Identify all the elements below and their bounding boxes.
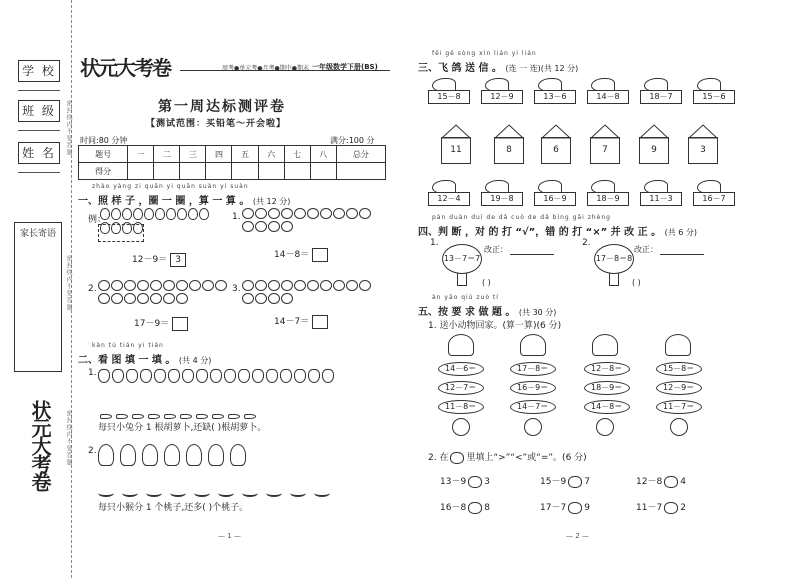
q3-label: 3. xyxy=(232,284,241,294)
score-table xyxy=(78,145,386,180)
peach-icon xyxy=(111,293,123,304)
peach-icon xyxy=(290,489,306,497)
s5-q2-title xyxy=(428,450,587,464)
apple-icon xyxy=(268,208,280,219)
score-input-cell[interactable] xyxy=(310,163,336,180)
peach-icon xyxy=(124,293,136,304)
pigeon-label: 15－6 xyxy=(693,90,735,104)
s5-q2-suffix: 里填上“>”“<”或“=”。(6 分) xyxy=(466,453,587,463)
apple-icon xyxy=(346,280,358,291)
class-line xyxy=(18,130,60,131)
peach-icon xyxy=(124,280,136,291)
carrot-icon xyxy=(132,414,144,419)
section4-title xyxy=(418,223,697,238)
section1-points: (共 12 分) xyxy=(252,197,291,206)
name-label: 姓 名 xyxy=(18,142,60,164)
hut-icon xyxy=(520,334,546,356)
equation-oval[interactable]: 12－9＝ xyxy=(656,381,702,395)
pear-icon xyxy=(111,208,121,220)
compare-flower-blank[interactable] xyxy=(468,476,482,488)
house[interactable] xyxy=(541,124,571,164)
s2-q2-text: 每只小猴分 1 个桃子,还多( )个桃子。 xyxy=(98,503,249,513)
squirrel-icon xyxy=(670,418,688,436)
peach-icon xyxy=(98,280,110,291)
compare-item xyxy=(440,500,490,514)
pigeon-card[interactable] xyxy=(693,180,735,208)
apple-icon xyxy=(255,208,267,219)
pigeon-label: 16－9 xyxy=(534,192,576,206)
equation-oval[interactable]: 18－9＝ xyxy=(584,381,630,395)
pigeon-card[interactable] xyxy=(587,78,629,106)
q3-equation-text: 14－7＝ xyxy=(274,317,310,327)
hut-icon xyxy=(448,334,474,356)
exam-title: 第一周达标测评卷 xyxy=(158,99,286,115)
s4-q1-correct-label: 改正： xyxy=(484,245,508,254)
equation-oval[interactable]: 14－8＝ xyxy=(584,400,630,414)
pigeon-label: 13－6 xyxy=(534,90,576,104)
compare-item xyxy=(540,500,590,514)
s4-q1-correct-line[interactable] xyxy=(510,254,554,255)
peach-icon xyxy=(314,489,330,497)
pigeon-card[interactable] xyxy=(640,78,682,106)
apple-icon xyxy=(294,208,306,219)
example-answer-box: 3 xyxy=(170,253,186,267)
pigeon-card[interactable] xyxy=(534,78,576,106)
parent-comment-label: 家长寄语 xyxy=(19,229,56,239)
q2-equation-text: 17－9＝ xyxy=(134,319,170,329)
brand-logo: 状元大考卷 xyxy=(80,56,170,80)
equation-oval[interactable]: 11－7＝ xyxy=(656,400,702,414)
apple-icon xyxy=(281,208,293,219)
page-number-right: — 2 — xyxy=(566,532,589,540)
carrot-icon xyxy=(148,414,160,419)
section4-points: (共 6 分) xyxy=(664,228,698,237)
apple-icon xyxy=(242,221,254,232)
peach-icon xyxy=(146,489,162,497)
score-table-header-row xyxy=(79,146,386,163)
peach-icon xyxy=(194,489,210,497)
apple-icon xyxy=(255,280,267,291)
equation-oval[interactable]: 11－8＝ xyxy=(438,400,484,414)
pigeon-card[interactable] xyxy=(481,180,523,208)
score-cell: 四 xyxy=(206,146,232,163)
section1-title xyxy=(78,192,290,207)
peach-icon xyxy=(98,293,110,304)
flower-icon xyxy=(450,452,464,464)
section2-title xyxy=(78,351,211,366)
exam-full-score: 满分:100 分 xyxy=(330,136,375,145)
house-number: 8 xyxy=(494,137,524,164)
apple-icon xyxy=(281,293,293,304)
q3-answer-box[interactable] xyxy=(312,315,328,329)
pear-icon xyxy=(155,208,165,220)
score-cell: 五 xyxy=(232,146,258,163)
compare-right: 4 xyxy=(680,477,686,487)
section1-pinyin: zhào yàng zi quān yi quān suàn yi suàn xyxy=(92,183,249,190)
apple-icon xyxy=(307,280,319,291)
carrot-icon xyxy=(180,414,192,419)
house[interactable] xyxy=(639,124,669,164)
apple-icon xyxy=(307,208,319,219)
house-number: 11 xyxy=(441,137,471,164)
section2-pinyin: kàn tú tián yi tián xyxy=(92,342,164,349)
compare-right: 2 xyxy=(680,503,686,513)
apple-icon xyxy=(333,208,345,219)
pigeon-label: 15－8 xyxy=(428,90,470,104)
peach-icon xyxy=(150,293,162,304)
apple-icon xyxy=(268,221,280,232)
dog-icon xyxy=(524,418,542,436)
house[interactable] xyxy=(441,124,471,164)
compare-flower-blank[interactable] xyxy=(568,502,582,514)
rabbit-icon xyxy=(112,369,124,383)
monkey-row xyxy=(98,444,298,470)
compare-flower-blank[interactable] xyxy=(568,476,582,488)
q1-equation-text: 14－8＝ xyxy=(274,250,310,260)
peach-icon xyxy=(202,280,214,291)
q2-equation xyxy=(134,316,188,331)
score-cell: 一 xyxy=(128,146,154,163)
equation-oval[interactable]: 17－8＝ xyxy=(510,362,556,376)
fox-icon xyxy=(596,418,614,436)
section2-title-text: 二、看 图 填 一 填 。 xyxy=(78,355,176,366)
compare-left: 15－9 xyxy=(540,477,567,487)
score-cell: 三 xyxy=(180,146,206,163)
carrot-icon xyxy=(100,414,112,419)
rabbit-icon xyxy=(266,369,278,383)
section3-title-text: 三、飞 鸽 送 信 。 xyxy=(418,63,502,74)
monkey-icon xyxy=(164,444,180,466)
pigeon-label: 16－7 xyxy=(693,192,735,206)
monkey-icon xyxy=(98,444,114,466)
apple-icon xyxy=(320,208,332,219)
peach-icon xyxy=(266,489,282,497)
pear-icon xyxy=(144,208,154,220)
equation-oval[interactable]: 12－7＝ xyxy=(438,381,484,395)
peach-icon xyxy=(218,489,234,497)
peach-icon xyxy=(176,293,188,304)
house-number: 3 xyxy=(688,137,718,164)
pear-icon xyxy=(188,208,198,220)
compare-left: 17－7 xyxy=(540,503,567,513)
peach-icon xyxy=(170,489,186,497)
example-equation xyxy=(132,252,186,267)
compare-right: 9 xyxy=(584,503,590,513)
grade-label: 一年级数学下册(BS) xyxy=(312,63,378,71)
house-number: 6 xyxy=(541,137,571,164)
tree-icon xyxy=(442,244,482,286)
equation-oval[interactable]: 12－8＝ xyxy=(584,362,630,376)
exam-time: 时间:80 分钟 xyxy=(80,136,128,145)
pear-icon xyxy=(166,208,176,220)
name-line xyxy=(18,172,60,173)
trunk-icon xyxy=(457,273,467,286)
exam-series: 周考●单元考●月考●期中●期末 xyxy=(222,65,309,72)
s4-q1-judge-paren[interactable]: ( ) xyxy=(482,278,491,287)
score-cell: 六 xyxy=(258,146,284,163)
pigeon-card[interactable] xyxy=(693,78,735,106)
monkey-icon xyxy=(186,444,202,466)
s2-q1-label: 1. xyxy=(88,368,97,378)
peach-icon xyxy=(137,293,149,304)
pigeon-label: 12－9 xyxy=(481,90,523,104)
compare-left: 16－8 xyxy=(440,503,467,513)
rabbit-icon xyxy=(238,369,250,383)
exam-scope: 【测试范围：买铅笔～开会啦】 xyxy=(146,119,287,129)
score-table-score-row xyxy=(79,163,386,180)
rabbit-icon xyxy=(182,369,194,383)
apple-icon xyxy=(294,280,306,291)
rabbit-icon xyxy=(140,369,152,383)
example-label: 例： xyxy=(88,215,107,225)
peach-row xyxy=(98,482,378,501)
rabbit-icon xyxy=(322,369,334,383)
carrot-icon xyxy=(244,414,256,419)
bunny-row xyxy=(98,368,378,387)
section3-title xyxy=(418,59,578,74)
house[interactable] xyxy=(494,124,524,164)
hut-icon xyxy=(592,334,618,356)
parent-comment-box xyxy=(14,222,62,372)
q2-fruits xyxy=(98,280,230,304)
section5-pinyin: àn yāo qiú zuò tí xyxy=(432,294,499,301)
s4-q2-judge-paren[interactable]: ( ) xyxy=(632,278,641,287)
pigeon-label: 11－3 xyxy=(640,192,682,206)
peach-icon xyxy=(98,489,114,497)
pigeon-label: 18－9 xyxy=(587,192,629,206)
carrot-icon xyxy=(228,414,240,419)
score-input-cell[interactable] xyxy=(232,163,258,180)
compare-left: 12－8 xyxy=(636,477,663,487)
apple-icon xyxy=(281,280,293,291)
s4-q2-correct-line[interactable] xyxy=(660,254,704,255)
apple-icon xyxy=(320,280,332,291)
peach-icon xyxy=(163,293,175,304)
q1-fruits xyxy=(242,208,378,232)
score-input-cell[interactable] xyxy=(180,163,206,180)
score-cell: 题号 xyxy=(79,146,128,163)
house[interactable] xyxy=(590,124,620,164)
monkey-icon xyxy=(208,444,224,466)
s2-q2-label: 2. xyxy=(88,446,97,456)
example-circle xyxy=(98,224,144,242)
score-cell: 七 xyxy=(284,146,310,163)
pigeon-card[interactable] xyxy=(640,180,682,208)
rabbit-icon xyxy=(308,369,320,383)
rabbit-icon xyxy=(224,369,236,383)
compare-right: 7 xyxy=(584,477,590,487)
raccoon-icon xyxy=(452,418,470,436)
pigeon-label: 14－8 xyxy=(587,90,629,104)
compare-item xyxy=(440,474,490,488)
carrot-icon xyxy=(212,414,224,419)
s4-q1-label: 1. xyxy=(430,238,439,248)
q1-answer-box[interactable] xyxy=(312,248,328,262)
score-input-cell[interactable] xyxy=(206,163,232,180)
pigeon-card[interactable] xyxy=(481,78,523,106)
apple-icon xyxy=(242,208,254,219)
section5-title xyxy=(418,303,556,318)
peach-icon xyxy=(215,280,227,291)
compare-left: 11－7 xyxy=(636,503,663,513)
monkey-icon xyxy=(120,444,136,466)
compare-right: 8 xyxy=(484,503,490,513)
page-number-left: — 1 — xyxy=(218,532,241,540)
compare-item xyxy=(540,474,590,488)
score-cell: 二 xyxy=(154,146,180,163)
section1-title-text: 一、照 样 子 ，圈 一 圈 ，算 一 算 。 xyxy=(78,196,250,207)
house[interactable] xyxy=(688,124,718,164)
score-input-cell[interactable] xyxy=(154,163,180,180)
score-input-cell[interactable] xyxy=(336,163,385,180)
q1-equation xyxy=(274,247,328,262)
score-cell: 八 xyxy=(310,146,336,163)
brand-vertical-logo: 状元大考卷 xyxy=(28,400,52,490)
compare-item xyxy=(636,500,686,514)
s2-q1-text: 每只小兔分 1 根胡萝卜,还缺( )根胡萝卜。 xyxy=(98,423,267,433)
q2-answer-box[interactable] xyxy=(172,317,188,331)
peach-icon xyxy=(176,280,188,291)
monkey-icon xyxy=(230,444,246,466)
binding-strip xyxy=(0,0,72,578)
seal-text-top: 密封线内不要答题 xyxy=(65,100,72,156)
compare-item xyxy=(636,474,686,488)
peach-icon xyxy=(189,280,201,291)
apple-icon xyxy=(255,293,267,304)
q1-label: 1. xyxy=(232,212,241,222)
q3-equation xyxy=(274,314,328,329)
equation-oval[interactable]: 14－7＝ xyxy=(510,400,556,414)
equation-oval[interactable]: 16－9＝ xyxy=(510,381,556,395)
s4-q1-equation: 13－7＝7 xyxy=(442,244,482,274)
monkey-icon xyxy=(142,444,158,466)
rabbit-icon xyxy=(280,369,292,383)
peach-icon xyxy=(150,280,162,291)
compare-flower-blank[interactable] xyxy=(664,476,678,488)
score-input-cell[interactable] xyxy=(128,163,154,180)
rabbit-icon xyxy=(154,369,166,383)
pigeon-card[interactable] xyxy=(428,78,470,106)
pigeon-card[interactable] xyxy=(534,180,576,208)
section5-title-text: 五、按 要 求 做 题 。 xyxy=(418,307,516,318)
apple-icon xyxy=(242,293,254,304)
trunk-icon xyxy=(609,273,619,286)
compare-left: 13－9 xyxy=(440,477,467,487)
apple-icon xyxy=(255,221,267,232)
example-equation-text: 12－9＝ xyxy=(132,255,168,265)
apple-icon xyxy=(346,208,358,219)
peach-icon xyxy=(122,489,138,497)
apple-icon xyxy=(242,280,254,291)
s5-q2-prefix: 2. 在 xyxy=(428,453,449,463)
seal-text-bottom: 密封线内不要答题 xyxy=(65,410,72,466)
rabbit-icon xyxy=(126,369,138,383)
q2-label: 2. xyxy=(88,284,97,294)
rabbit-icon xyxy=(294,369,306,383)
pigeon-label: 12－4 xyxy=(428,192,470,206)
peach-icon xyxy=(163,280,175,291)
school-line xyxy=(18,90,60,91)
rabbit-icon xyxy=(196,369,208,383)
compare-right: 3 xyxy=(484,477,490,487)
score-cell: 总分 xyxy=(336,146,385,163)
pear-icon xyxy=(133,208,143,220)
compare-flower-blank[interactable] xyxy=(664,502,678,514)
rabbit-icon xyxy=(98,369,110,383)
pigeon-label: 19－8 xyxy=(481,192,523,206)
apple-icon xyxy=(281,221,293,232)
carrot-icon xyxy=(164,414,176,419)
section5-points: (共 30 分) xyxy=(518,308,557,317)
class-label: 班 级 xyxy=(18,100,60,122)
s5-q1-title: 1. 送小动物回家。(算一算)(6 分) xyxy=(428,321,562,331)
apple-icon xyxy=(333,280,345,291)
q3-fruits xyxy=(242,280,378,304)
seal-text-middle: 密封线内不要答题 xyxy=(65,255,72,311)
peach-icon xyxy=(111,280,123,291)
section2-points: (共 4 分) xyxy=(178,356,212,365)
equation-oval[interactable]: 14－6＝ xyxy=(438,362,484,376)
apple-icon xyxy=(268,280,280,291)
section4-title-text: 四、判 断 ，对 的 打 “√”，错 的 打 “×” 并 改 正 。 xyxy=(418,227,662,238)
section4-pinyin: pàn duàn duì de dǎ cuò de dǎ bìng gǎi zhèng xyxy=(432,214,611,221)
pigeon-card[interactable] xyxy=(587,180,629,208)
pigeon-card[interactable] xyxy=(428,180,470,208)
s4-q2-label: 2. xyxy=(582,238,591,248)
s4-q2-equation: 17－8＝8 xyxy=(594,244,634,274)
house-number: 7 xyxy=(590,137,620,164)
equation-oval[interactable]: 15－8＝ xyxy=(656,362,702,376)
rabbit-icon xyxy=(210,369,222,383)
school-label: 学 校 xyxy=(18,60,60,82)
pigeon-label: 18－7 xyxy=(640,90,682,104)
pear-icon xyxy=(122,208,132,220)
peach-icon xyxy=(242,489,258,497)
section3-points: (连 一 连)(共 12 分) xyxy=(505,64,579,73)
section3-pinyin: fēi gē sòng xìn lián yi lián xyxy=(432,50,537,57)
carrot-icon xyxy=(196,414,208,419)
rabbit-icon xyxy=(252,369,264,383)
pear-icon xyxy=(177,208,187,220)
apple-icon xyxy=(268,293,280,304)
apple-icon xyxy=(359,280,371,291)
score-input-cell[interactable] xyxy=(258,163,284,180)
hut-icon xyxy=(665,334,691,356)
tree-icon xyxy=(594,244,634,286)
pear-icon xyxy=(199,208,209,220)
house-number: 9 xyxy=(639,137,669,164)
carrot-icon xyxy=(116,414,128,419)
peach-icon xyxy=(137,280,149,291)
s4-q2-correct-label: 改正： xyxy=(634,245,658,254)
compare-flower-blank[interactable] xyxy=(468,502,482,514)
score-row-label: 得分 xyxy=(79,163,128,180)
rabbit-icon xyxy=(168,369,180,383)
pear-icon xyxy=(100,208,110,220)
apple-icon xyxy=(359,208,371,219)
score-input-cell[interactable] xyxy=(284,163,310,180)
